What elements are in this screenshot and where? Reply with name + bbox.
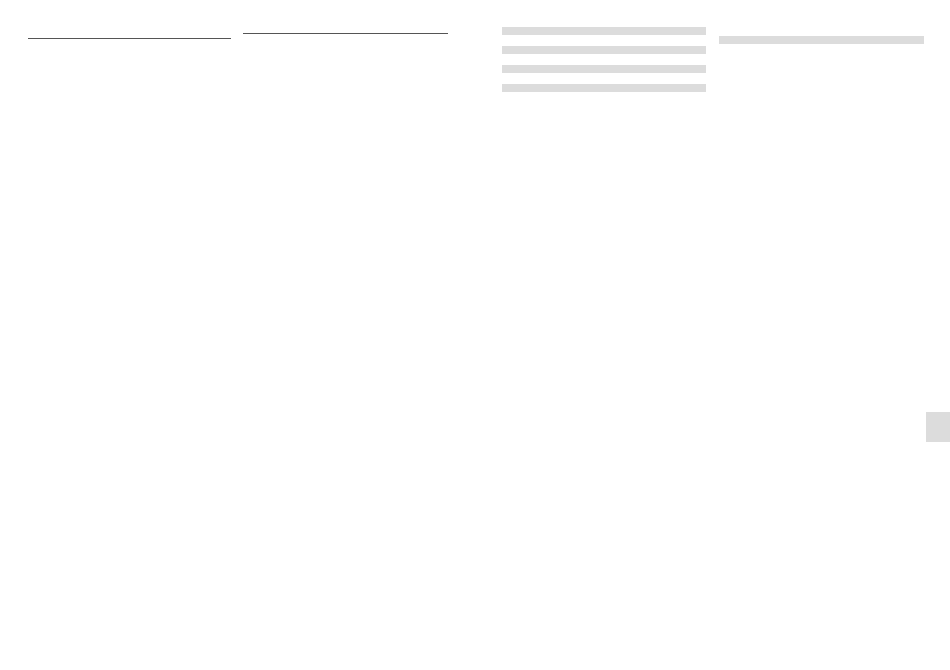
usb-heading-rule <box>28 38 231 39</box>
sposob-heading <box>502 84 706 92</box>
zastosowanie-heading <box>502 27 706 35</box>
zakres-heading <box>502 46 706 54</box>
opis-heading <box>502 65 706 73</box>
left-column-2 <box>243 28 455 38</box>
akumulator-heading-rule <box>243 33 448 34</box>
language-tab <box>926 412 950 442</box>
ladowanie-heading <box>719 36 924 44</box>
right-column-2 <box>719 22 924 50</box>
left-column-1 <box>28 32 233 43</box>
right-column-1 <box>502 27 706 100</box>
